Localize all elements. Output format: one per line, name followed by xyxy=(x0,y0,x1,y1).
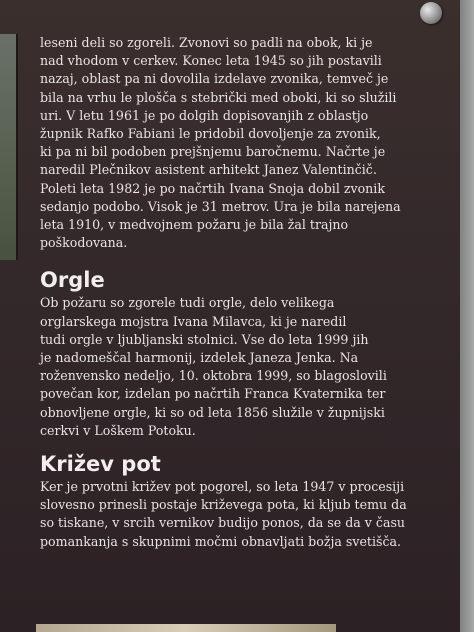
organ-paragraph xyxy=(40,294,432,440)
text-line: leseni deli so zgoreli. Zvonovi so padli na obok, ki je xyxy=(40,35,373,50)
stations-of-the-cross-paragraph xyxy=(40,478,432,551)
panel-photo-edge xyxy=(0,34,18,260)
section-heading-krizev-pot: Križev pot xyxy=(40,452,161,477)
text-line: slovesno prinesli postaje križevega pota, ki kljub temu da xyxy=(40,497,407,513)
text-line: cerkvi v Loškem Potoku. xyxy=(40,422,196,438)
text-line: Poleti leta 1982 je po načrtih Ivana Snoja dobil zvonik xyxy=(40,180,385,196)
text-line: Ker je prvotni križev pot pogorel, so leta 1947 v procesiji xyxy=(40,479,405,495)
text-line: sedanjo podobo. Visok je 31 metrov. Ura je bila narejena xyxy=(40,198,401,214)
text-line: leta 1910, v medvojnem požaru je bila žal trajno xyxy=(40,217,349,233)
text-line: nad vhodom v cerkev. Konec leta 1945 so jih postavili xyxy=(40,53,382,69)
text-line: je nadomeščal harmonij, izdelek Janeza Jenka. Na xyxy=(40,350,359,366)
text-line: župnik Rafko Fabiani le pridobil dovoljenje za zvonik, xyxy=(40,126,381,142)
text-line: ki pa ni bil podoben prejšnjemu baročnemu. Načrte je xyxy=(40,144,386,160)
text-line: uri. V letu 1961 je po dolgih dopisovanjih z oblastjo xyxy=(40,107,369,123)
text-line: pomankanja s skupnimi močmi obnavljati božja svetišča. xyxy=(40,533,402,549)
text-line: Ob požaru so zgorele tudi orgle, delo velikega xyxy=(40,295,335,311)
text-line: roženvensko nedeljo, 10. oktobra 1999, so blagoslovili xyxy=(40,368,387,384)
text-line: naredil Plečnikov asistent arhitekt Janez Valentinčič. xyxy=(40,162,377,178)
screw-icon xyxy=(420,2,442,24)
wall-background xyxy=(458,0,474,632)
section-heading-orgle: Orgle xyxy=(40,268,105,293)
bell-tower-paragraph xyxy=(40,34,432,252)
text-line: obnovljene orgle, ki so od leta 1856 služile v župnijski xyxy=(40,404,385,420)
text-line: nazaj, oblast pa ni dovolila izdelave zvonika, temveč je xyxy=(40,71,389,87)
text-line: poškodovana. xyxy=(40,235,128,251)
text-line: orglarskega mojstra Ivana Milavca, ki je naredil xyxy=(40,313,347,329)
text-line: povečan kor, izdelan po načrtih Franca Kvaternika ter xyxy=(40,386,386,402)
panel-bottom-photo-edge xyxy=(36,624,336,632)
panel-text xyxy=(40,34,432,551)
text-line: tudi orgle v ljubljanski stolnici. Vse do leta 1999 jih xyxy=(40,331,369,347)
text-line: bila na vrhu le plošča s stebrički med oboki, ki so služili xyxy=(40,89,397,105)
text-line: so tiskane, v srcih vernikov budijo ponos, da se da v času xyxy=(40,515,406,531)
